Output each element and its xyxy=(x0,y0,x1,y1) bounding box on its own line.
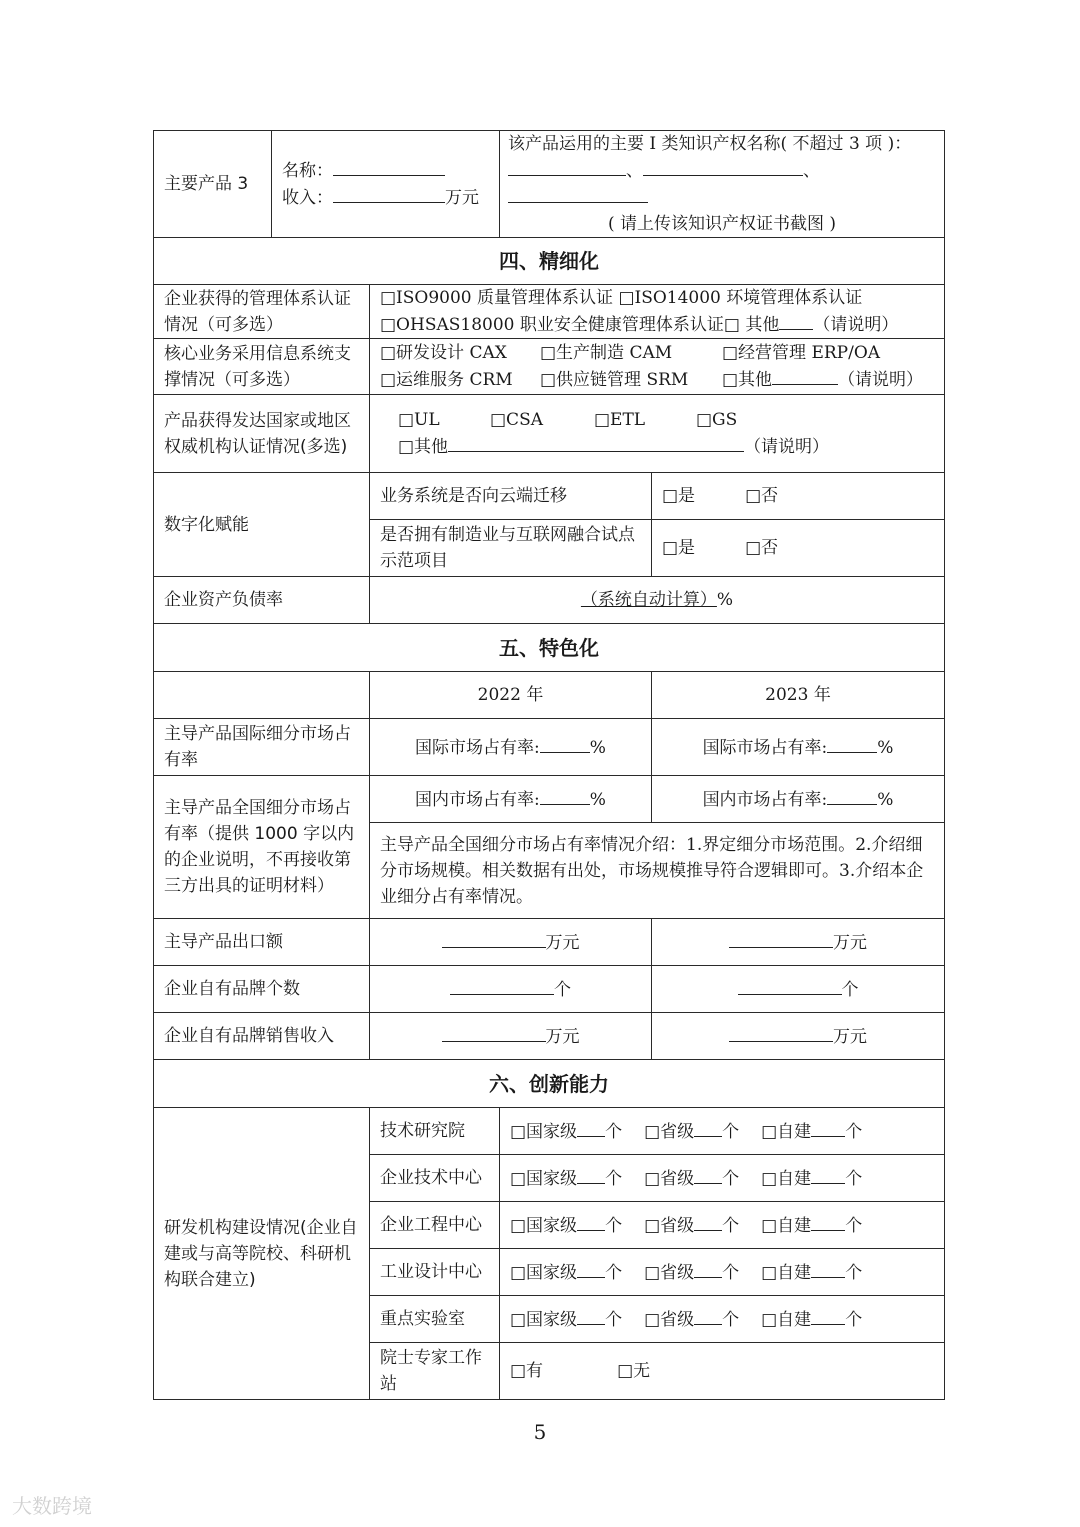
brand-count-label: 企业自有品牌个数 xyxy=(154,966,370,1013)
revenue-blank[interactable] xyxy=(333,184,445,203)
unit-label: 个 xyxy=(605,1309,623,1330)
export-blank[interactable] xyxy=(729,929,833,948)
count-blank[interactable] xyxy=(694,1212,722,1231)
brand-revenue-2023 xyxy=(652,1013,945,1060)
other-blank[interactable] xyxy=(448,433,744,452)
debt-ratio-value-cell xyxy=(370,577,945,624)
info-system-options xyxy=(370,339,945,395)
unit-label: 万元 xyxy=(545,932,580,953)
brand-count-2022 xyxy=(370,966,652,1013)
name-blank[interactable] xyxy=(333,157,445,176)
provincial-checkbox[interactable]: □省级 xyxy=(644,1215,695,1236)
count-blank[interactable] xyxy=(694,1165,722,1184)
percent-unit: % xyxy=(716,590,734,610)
gs-checkbox[interactable]: □GS xyxy=(696,410,738,430)
brand-revenue-row xyxy=(154,1013,945,1060)
info-system-label: 核心业务采用信息系统支撑情况（可多选） xyxy=(154,339,370,395)
unit-label: 个 xyxy=(841,979,859,1000)
rd-row-levels xyxy=(500,1155,945,1202)
section-6-title: 六、创新能力 xyxy=(154,1060,945,1108)
count-blank[interactable] xyxy=(811,1306,845,1325)
form-table xyxy=(153,130,945,1400)
rd-institution-label: 研发机构建设情况(企业自建或与高等院校、科研机构联合建立) xyxy=(154,1108,370,1400)
unit-label: 个 xyxy=(605,1121,623,1142)
academician-options xyxy=(500,1343,945,1400)
application-form-page xyxy=(153,130,944,1400)
count-blank[interactable] xyxy=(577,1259,605,1278)
yes-checkbox[interactable]: □是 xyxy=(662,538,696,558)
empty-header-cell xyxy=(154,672,370,719)
other-checkbox[interactable]: □其他 xyxy=(722,370,773,390)
srm-checkbox[interactable]: □供应链管理 SRM xyxy=(540,370,689,390)
domestic-share-label: 主导产品全国细分市场占有率（提供 1000 字以内的企业说明，不再接收第三方出具的证明材料） xyxy=(154,776,370,919)
count-blank[interactable] xyxy=(811,1165,845,1184)
rd-row-label: 技术研究院 xyxy=(370,1108,500,1155)
cloud-question: 业务系统是否向云端迁移 xyxy=(370,473,652,520)
rd-row-label: 工业设计中心 xyxy=(370,1249,500,1296)
national-checkbox[interactable]: □国家级 xyxy=(510,1168,578,1189)
rd-row xyxy=(154,1108,945,1155)
export-blank[interactable] xyxy=(442,929,546,948)
provincial-checkbox[interactable]: □省级 xyxy=(644,1121,695,1142)
intl-share-blank[interactable] xyxy=(540,734,590,753)
section-4-title: 四、精细化 xyxy=(154,238,945,285)
watermark: 大数跨境 xyxy=(12,1494,92,1518)
product3-row xyxy=(154,131,945,238)
self-built-checkbox[interactable]: □自建 xyxy=(761,1262,812,1283)
unit-label: 个 xyxy=(722,1262,740,1283)
digital-label: 数字化赋能 xyxy=(154,473,370,577)
mgmt-cert-options xyxy=(370,285,945,339)
intl-share-text: 国际市场占有率: xyxy=(702,737,828,758)
unit-label: 个 xyxy=(722,1215,740,1236)
export-row xyxy=(154,919,945,966)
domestic-share-blank[interactable] xyxy=(827,786,877,805)
explain-note: （请说明） xyxy=(838,370,924,390)
domestic-share-row xyxy=(154,776,945,823)
no-checkbox[interactable]: □否 xyxy=(745,486,779,506)
brand-revenue-blank[interactable] xyxy=(729,1023,833,1042)
self-built-checkbox[interactable]: □自建 xyxy=(761,1215,812,1236)
revenue-unit: 万元 xyxy=(445,188,479,208)
ip-note: ( 请上传该知识产权证书截图 ) xyxy=(607,214,837,234)
rd-row-levels xyxy=(500,1249,945,1296)
provincial-checkbox[interactable]: □省级 xyxy=(644,1309,695,1330)
brand-count-blank[interactable] xyxy=(738,976,842,995)
iso14000-checkbox[interactable]: □ISO14000 环境管理体系认证 xyxy=(618,288,863,308)
intl-share-row xyxy=(154,719,945,776)
count-blank[interactable] xyxy=(811,1259,845,1278)
unit-label: 个 xyxy=(722,1121,740,1142)
count-blank[interactable] xyxy=(811,1118,845,1137)
debt-ratio-label: 企业资产负债率 xyxy=(154,577,370,624)
cam-checkbox[interactable]: □生产制造 CAM xyxy=(540,343,673,363)
cloud-answer xyxy=(652,473,945,520)
provincial-checkbox[interactable]: □省级 xyxy=(644,1262,695,1283)
intl-cert-options xyxy=(370,395,945,473)
national-checkbox[interactable]: □国家级 xyxy=(510,1215,578,1236)
year-2022-header: 2022 年 xyxy=(370,672,652,719)
revenue-label: 收入： xyxy=(282,188,333,208)
domestic-share-2022 xyxy=(370,776,652,823)
name-label: 名称： xyxy=(282,161,333,181)
self-built-checkbox[interactable]: □自建 xyxy=(761,1309,812,1330)
yes-checkbox[interactable]: □是 xyxy=(662,486,696,506)
unit-label: 万元 xyxy=(545,1026,580,1047)
rd-row-label: 企业工程中心 xyxy=(370,1202,500,1249)
count-blank[interactable] xyxy=(694,1118,722,1137)
crm-checkbox[interactable]: □运维服务 CRM xyxy=(380,370,513,390)
iso9000-checkbox[interactable]: □ISO9000 质量管理体系认证 xyxy=(380,288,614,308)
ip-separator: 、 xyxy=(626,161,643,181)
ip-blank-3[interactable] xyxy=(508,184,648,203)
academician-label: 院士专家工作站 xyxy=(370,1343,500,1400)
page-number: 5 xyxy=(533,1420,547,1444)
rd-row-levels xyxy=(500,1202,945,1249)
percent-unit: % xyxy=(589,789,606,810)
info-system-row xyxy=(154,339,945,395)
self-built-checkbox[interactable]: □自建 xyxy=(761,1168,812,1189)
intl-share-2023 xyxy=(652,719,945,776)
national-checkbox[interactable]: □国家级 xyxy=(510,1121,578,1142)
rd-row-levels xyxy=(500,1296,945,1343)
other-checkbox[interactable]: □其他 xyxy=(398,437,449,457)
intl-cert-label: 产品获得发达国家或地区权威机构认证情况(多选) xyxy=(154,395,370,473)
unit-label: 个 xyxy=(605,1168,623,1189)
ip-title: 该产品运用的主要 I 类知识产权名称( 不超过 3 项 )： xyxy=(508,134,912,154)
count-blank[interactable] xyxy=(694,1259,722,1278)
rd-row-label: 企业技术中心 xyxy=(370,1155,500,1202)
unit-label: 个 xyxy=(845,1309,863,1330)
ip-blank-2[interactable] xyxy=(643,157,803,176)
domestic-share-2023 xyxy=(652,776,945,823)
other-blank[interactable] xyxy=(772,366,838,385)
national-checkbox[interactable]: □国家级 xyxy=(510,1309,578,1330)
product3-name-revenue-cell xyxy=(272,131,500,238)
ohsas18000-checkbox[interactable]: □OHSAS18000 职业安全健康管理体系认证□ xyxy=(380,315,740,335)
ul-checkbox[interactable]: □UL xyxy=(398,410,440,430)
debt-ratio-value: （系统自动计算） xyxy=(580,590,717,610)
unit-label: 个 xyxy=(845,1262,863,1283)
ip-cell xyxy=(500,131,945,238)
brand-count-blank[interactable] xyxy=(450,976,554,995)
mgmt-cert-row xyxy=(154,285,945,339)
export-2022 xyxy=(370,919,652,966)
rd-row-label: 重点实验室 xyxy=(370,1296,500,1343)
count-blank[interactable] xyxy=(577,1212,605,1231)
intl-share-2022 xyxy=(370,719,652,776)
section-5-title: 五、特色化 xyxy=(154,624,945,672)
count-blank[interactable] xyxy=(694,1306,722,1325)
percent-unit: % xyxy=(877,789,894,810)
unit-label: 万元 xyxy=(833,932,867,953)
cax-checkbox[interactable]: □研发设计 CAX xyxy=(380,343,507,363)
count-blank[interactable] xyxy=(577,1306,605,1325)
unit-label: 个 xyxy=(845,1168,863,1189)
brand-revenue-label: 企业自有品牌销售收入 xyxy=(154,1013,370,1060)
national-checkbox[interactable]: □国家级 xyxy=(510,1262,578,1283)
year-2023-header: 2023 年 xyxy=(652,672,945,719)
unit-label: 个 xyxy=(845,1215,863,1236)
provincial-checkbox[interactable]: □省级 xyxy=(644,1168,695,1189)
intl-share-blank[interactable] xyxy=(827,734,877,753)
unit-label: 个 xyxy=(605,1215,623,1236)
percent-unit: % xyxy=(589,737,606,758)
domestic-share-blank[interactable] xyxy=(540,786,590,805)
rd-row-levels xyxy=(500,1108,945,1155)
brand-count-2023 xyxy=(652,966,945,1013)
explain-note: （请说明） xyxy=(813,315,899,335)
unit-label: 个 xyxy=(845,1121,863,1142)
explain-note: （请说明） xyxy=(744,437,830,457)
ip-separator: 、 xyxy=(803,161,820,181)
mgmt-cert-label: 企业获得的管理体系认证情况（可多选） xyxy=(154,285,370,339)
debt-ratio-row xyxy=(154,577,945,624)
domestic-share-text: 国内市场占有率: xyxy=(415,789,540,810)
domestic-intro-text[interactable]: 主导产品全国细分市场占有率情况介绍：1.界定细分市场范围。2.介绍细分市场规模。相关数据有出处，市场规模推导符合逻辑即可。3.介绍本企业细分占有率情况。 xyxy=(370,823,945,919)
unit-label: 个 xyxy=(722,1168,740,1189)
unit-label: 个 xyxy=(554,979,571,1000)
other-label: 其他 xyxy=(745,315,780,335)
intl-share-label: 主导产品国际细分市场占有率 xyxy=(154,719,370,776)
none-checkbox[interactable]: □无 xyxy=(617,1361,651,1381)
etl-checkbox[interactable]: □ETL xyxy=(594,410,646,430)
brand-revenue-blank[interactable] xyxy=(442,1023,546,1042)
no-checkbox[interactable]: □否 xyxy=(745,538,779,558)
unit-label: 万元 xyxy=(833,1026,867,1047)
count-blank[interactable] xyxy=(577,1165,605,1184)
unit-label: 个 xyxy=(605,1262,623,1283)
count-blank[interactable] xyxy=(811,1212,845,1231)
export-2023 xyxy=(652,919,945,966)
ip-blank-1[interactable] xyxy=(508,157,626,176)
self-built-checkbox[interactable]: □自建 xyxy=(761,1121,812,1142)
export-label: 主导产品出口额 xyxy=(154,919,370,966)
percent-unit: % xyxy=(877,737,894,758)
year-header-row xyxy=(154,672,945,719)
other-blank[interactable] xyxy=(779,311,813,330)
intl-share-text: 国际市场占有率: xyxy=(415,737,540,758)
erp-checkbox[interactable]: □经营管理 ERP/OA xyxy=(722,343,881,363)
pilot-answer xyxy=(652,520,945,577)
count-blank[interactable] xyxy=(577,1118,605,1137)
domestic-share-text: 国内市场占有率: xyxy=(702,789,828,810)
pilot-question: 是否拥有制造业与互联网融合试点示范项目 xyxy=(370,520,652,577)
product3-label: 主要产品 3 xyxy=(154,131,272,238)
csa-checkbox[interactable]: □CSA xyxy=(490,410,543,430)
unit-label: 个 xyxy=(722,1309,740,1330)
have-checkbox[interactable]: □有 xyxy=(510,1361,544,1381)
brand-count-row xyxy=(154,966,945,1013)
digital-row-1 xyxy=(154,473,945,520)
brand-revenue-2022 xyxy=(370,1013,652,1060)
intl-cert-row xyxy=(154,395,945,473)
